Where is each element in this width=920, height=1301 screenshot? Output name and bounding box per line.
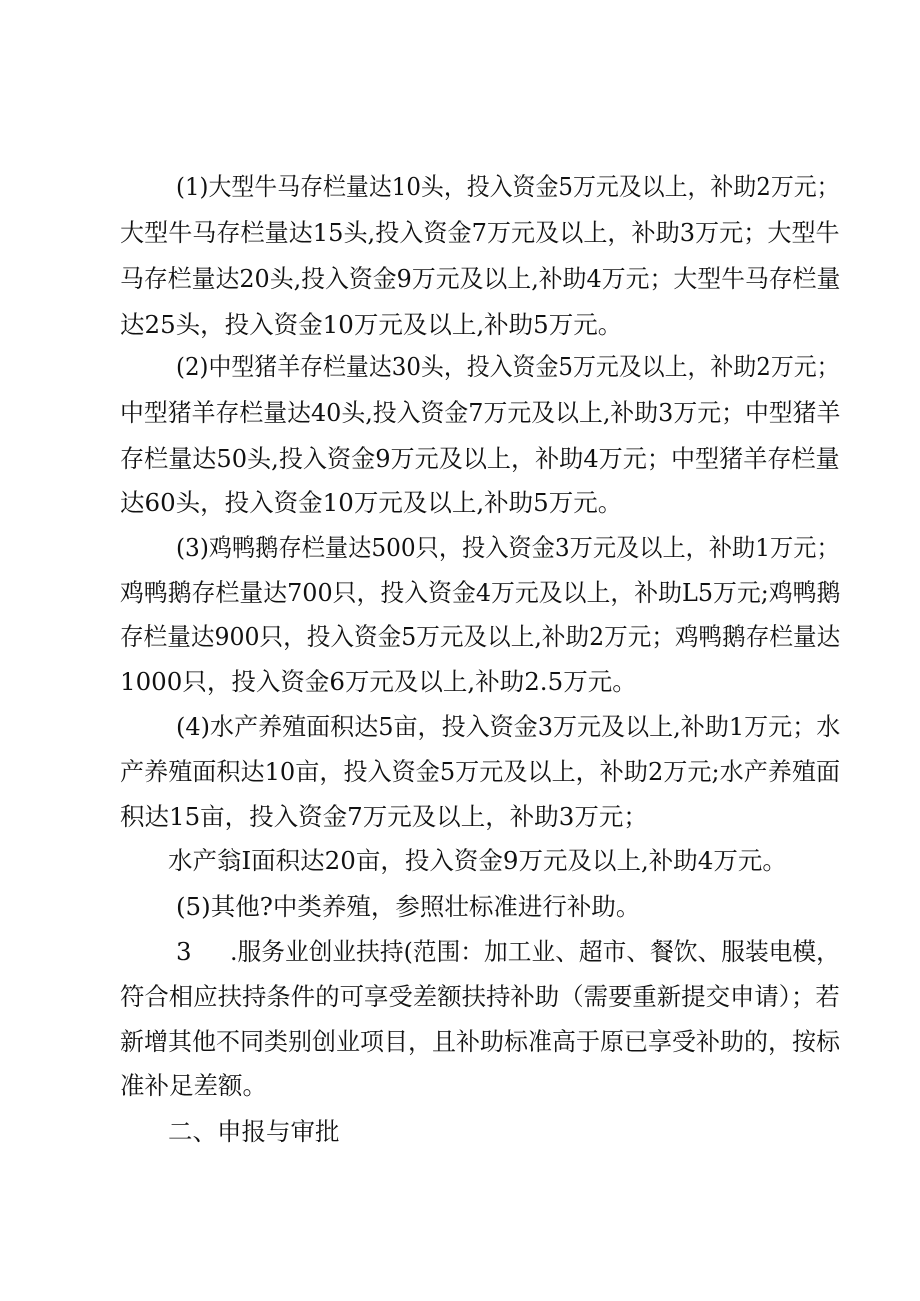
para-7-number: 3 bbox=[176, 937, 192, 966]
para-3-line-4: 1000只，投入资金6万元及以上,补助2.5万元。 bbox=[120, 667, 637, 696]
section-heading: 二、申报与审批 bbox=[168, 1117, 340, 1146]
para-4-line-3: 积达15亩，投入资金7万元及以上，补助3万元； bbox=[120, 802, 648, 831]
para-4-line-1: (4)水产养殖面积达5亩，投入资金3万元及以上,补助1万元；水 bbox=[176, 712, 841, 741]
para-2-line-1: (2)中型猪羊存栏量达30头，投入资金5万元及以上，补助2万元； bbox=[176, 352, 840, 381]
para-2-line-4: 达60头，投入资金10万元及以上,补助5万元。 bbox=[120, 488, 623, 517]
para-1-line-1: (1)大型牛马存栏量达10头，投入资金5万元及以上，补助2万元； bbox=[176, 172, 840, 201]
para-7-line-4: 准补足差额。 bbox=[120, 1071, 267, 1100]
para-3-line-2: 鸡鸭鹅存栏量达700只，投入资金4万元及以上，补助L5万元;鸡鸭鹅 bbox=[120, 578, 841, 607]
para-6-line-1: (5)其他?中类养殖，参照壮标准进行补助。 bbox=[176, 892, 641, 921]
para-1-line-2: 大型牛马存栏量达15头,投入资金7万元及以上，补助3万元；大型牛 bbox=[120, 218, 840, 247]
para-7-line-3: 新增其他不同类别创业项目，且补助标准高于原已享受补助的，按标 bbox=[120, 1027, 841, 1056]
para-4-line-2: 产养殖面积达10亩，投入资金5万元及以上，补助2万元;水产养殖面 bbox=[120, 757, 841, 786]
para-7-line-1: .服务业创业扶持(范围：加工业、超市、餐饮、服装电模， bbox=[230, 937, 840, 966]
para-2-line-3: 存栏量达50头,投入资金9万元及以上，补助4万元；中型猪羊存栏量 bbox=[120, 444, 840, 473]
para-3-line-3: 存栏量达900只，投入资金5万元及以上,补助2万元；鸡鸭鹅存栏量达 bbox=[120, 622, 841, 651]
para-5-line-1: 水产翁I面积达20亩，投入资金9万元及以上,补助4万元。 bbox=[168, 846, 787, 875]
para-1-line-4: 达25头，投入资金10万元及以上,补助5万元。 bbox=[120, 310, 623, 339]
para-7-line-2: 符合相应扶持条件的可享受差额扶持补助（需要重新提交申请）；若 bbox=[120, 982, 840, 1011]
para-3-line-1: (3)鸡鸭鹅存栏量达500只，投入资金3万元及以上，补助1万元； bbox=[176, 533, 840, 562]
para-2-line-2: 中型猪羊存栏量达40头,投入资金7万元及以上,补助3万元；中型猪羊 bbox=[120, 398, 841, 427]
para-1-line-3: 马存栏量达20头,投入资金9万元及以上,补助4万元；大型牛马存栏量 bbox=[120, 264, 841, 293]
